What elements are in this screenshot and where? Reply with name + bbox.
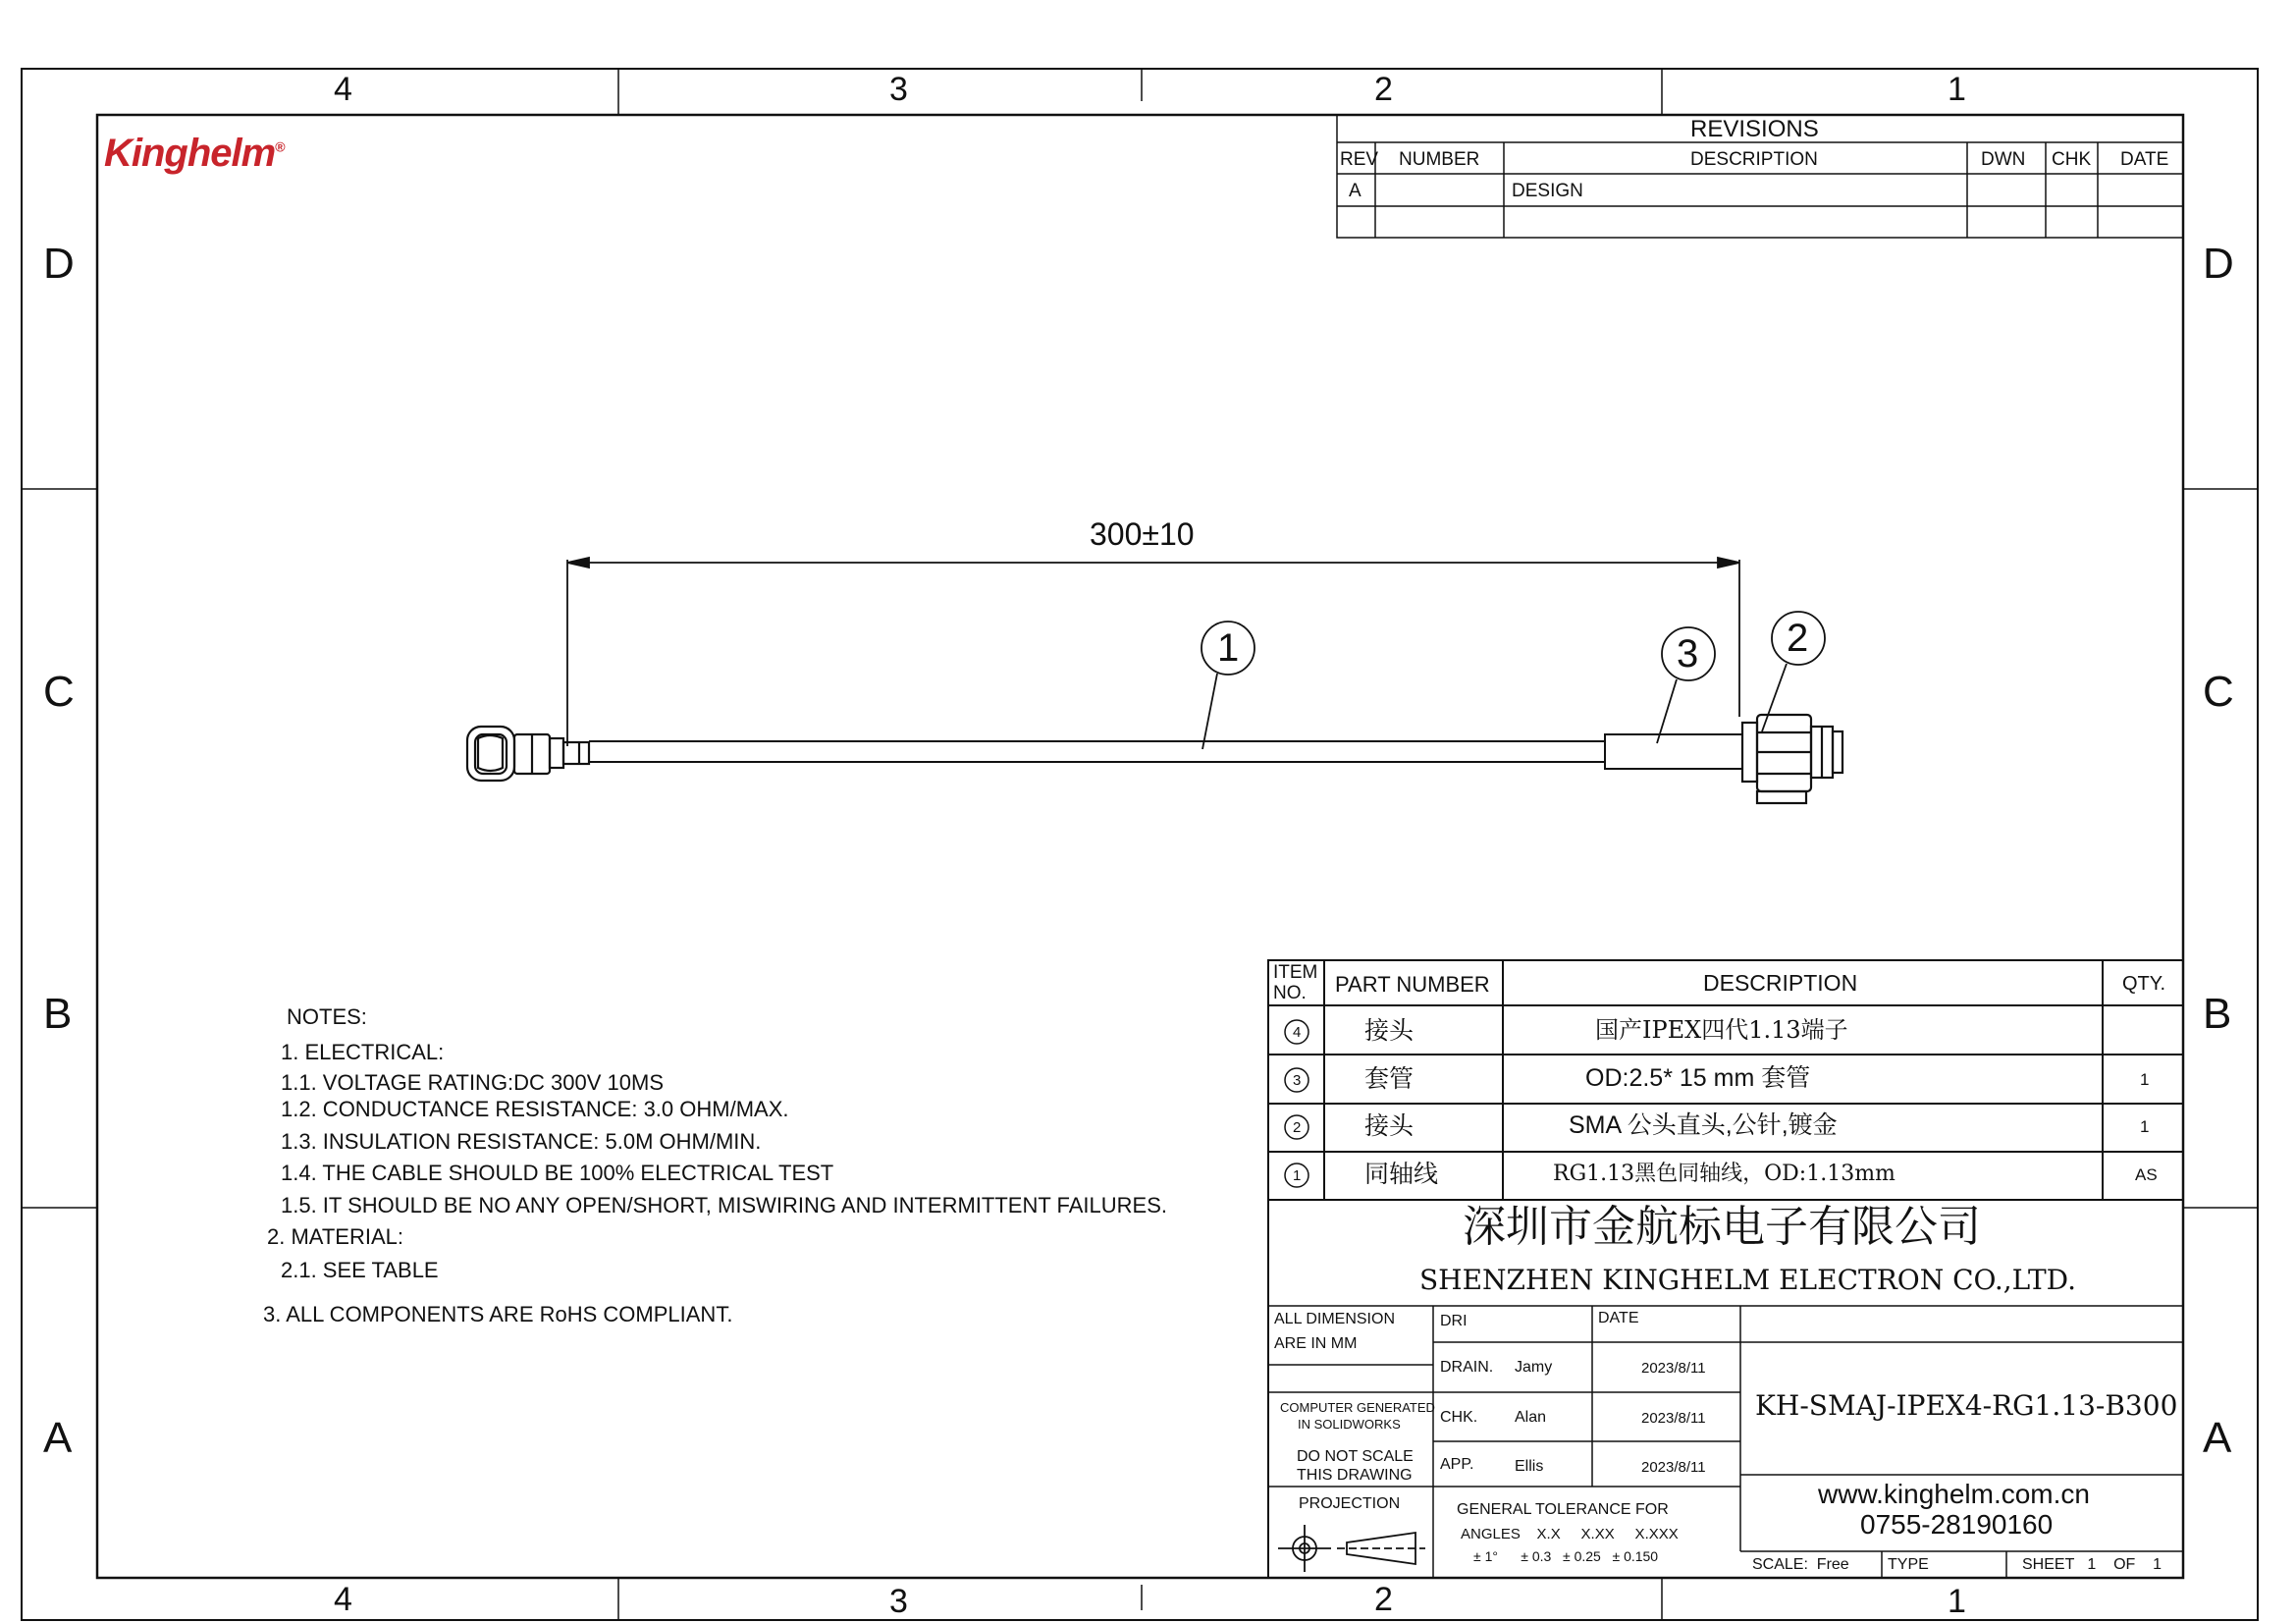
- tolerance-headers: ANGLES X.X X.XX X.XXX: [1461, 1526, 1679, 1542]
- bom-item-no: 3: [1293, 1072, 1302, 1089]
- zone-row-left-B: B: [43, 990, 73, 1038]
- ipex-connector: [467, 727, 589, 781]
- zone-col-top-1: 1: [1948, 71, 1966, 108]
- note-line: 3. ALL COMPONENTS ARE RoHS COMPLIANT.: [263, 1302, 733, 1326]
- all-dimension-label-1: ALL DIMENSION: [1274, 1311, 1395, 1327]
- bom-item-no: 1: [1293, 1167, 1302, 1184]
- note-line: 1.5. IT SHOULD BE NO ANY OPEN/SHORT, MISWIRING AND INTERMITTENT FAILURES.: [281, 1193, 1167, 1217]
- sma-connector: [1742, 715, 1842, 803]
- drain-name: Jamy: [1515, 1359, 1553, 1376]
- dri-label: DRI: [1440, 1313, 1468, 1329]
- dimension-label: 300±10: [1090, 516, 1195, 552]
- phone: 0755-28190160: [1860, 1509, 2054, 1540]
- bom-qty-header: QTY.: [2122, 973, 2166, 995]
- chk-date: 2023/8/11: [1641, 1410, 1706, 1427]
- rev-header: REV: [1340, 149, 1379, 170]
- description-header: DESCRIPTION: [1690, 149, 1818, 170]
- zone-row-left-C: C: [43, 668, 75, 716]
- note-line: 1.1. VOLTAGE RATING:DC 300V 10MS: [281, 1070, 665, 1095]
- sleeve: [1605, 734, 1742, 769]
- kinghelm-logo: [104, 132, 285, 176]
- tolerance-title: GENERAL TOLERANCE FOR: [1457, 1501, 1669, 1518]
- note-line: 1.3. INSULATION RESISTANCE: 5.0M OHM/MIN.: [281, 1129, 762, 1154]
- zone-row-right-D: D: [2203, 240, 2234, 288]
- tolerance-values: ± 1° ± 0.3 ± 0.25 ± 0.150: [1473, 1548, 1659, 1564]
- logo-text: Kinghelm: [104, 132, 276, 175]
- chk-label: CHK.: [1440, 1409, 1478, 1426]
- bom-part-number-header: PART NUMBER: [1335, 972, 1490, 997]
- bom-description: SMA 公头直头,公针,镀金: [1569, 1111, 1838, 1139]
- note-line: 1.4. THE CABLE SHOULD BE 100% ELECTRICAL TEST: [281, 1161, 834, 1185]
- bom-part: 接头: [1364, 1111, 1415, 1140]
- bom-part: 接头: [1364, 1016, 1415, 1045]
- projection-symbol: [1278, 1525, 1425, 1572]
- overall-length-dimension: [567, 558, 1739, 746]
- app-name: Ellis: [1515, 1458, 1544, 1475]
- bom-part: 套管: [1364, 1064, 1415, 1093]
- do-not-scale-1: DO NOT SCALE: [1297, 1448, 1414, 1465]
- bom-item-no: 2: [1293, 1119, 1302, 1136]
- drain-date: 2023/8/11: [1641, 1360, 1706, 1377]
- revision-rev: A: [1349, 181, 1362, 201]
- zone-row-right-A: A: [2203, 1414, 2232, 1462]
- all-dimension-label-2: ARE IN MM: [1274, 1335, 1358, 1352]
- company-name-cn: 深圳市金航标电子有限公司: [1463, 1202, 1981, 1252]
- zone-col-bottom-4: 4: [334, 1581, 352, 1618]
- zone-col-top-4: 4: [334, 71, 352, 108]
- type-label: TYPE: [1888, 1556, 1929, 1573]
- zone-col-bottom-3: 3: [889, 1583, 908, 1620]
- sheet-label: SHEET 1 OF 1: [2022, 1556, 2162, 1573]
- projection-label: PROJECTION: [1299, 1495, 1401, 1512]
- revisions-title: REVISIONS: [1690, 116, 1819, 142]
- zone-col-top-3: 3: [889, 71, 908, 108]
- bom-description: OD:2.5* 15 mm 套管: [1585, 1064, 1811, 1092]
- bom-description-header: DESCRIPTION: [1703, 970, 1858, 996]
- drain-label: DRAIN.: [1440, 1359, 1494, 1376]
- inner-frame: [97, 115, 2183, 1578]
- bom-item-header-2: NO.: [1273, 983, 1307, 1003]
- app-label: APP.: [1440, 1456, 1474, 1473]
- website: www.kinghelm.com.cn: [1818, 1479, 2090, 1509]
- zone-col-bottom-2: 2: [1374, 1581, 1393, 1618]
- bom-qty: AS: [2135, 1165, 2158, 1184]
- coax-cable: [589, 741, 1605, 762]
- app-date: 2023/8/11: [1641, 1459, 1706, 1476]
- outer-frame: [22, 69, 2258, 1620]
- zone-col-top-2: 2: [1374, 71, 1393, 108]
- part-number: KH-SMAJ-IPEX4-RG1.13-B300: [1755, 1389, 2178, 1422]
- company-name-en: SHENZHEN KINGHELM ELECTRON CO.,LTD.: [1419, 1264, 2077, 1296]
- logo-registered-mark: ®: [275, 138, 285, 155]
- note-line: 1.2. CONDUCTANCE RESISTANCE: 3.0 OHM/MAX.: [281, 1097, 789, 1121]
- bom-item-header-1: ITEM: [1273, 962, 1318, 983]
- do-not-scale-2: THIS DRAWING: [1297, 1467, 1413, 1484]
- zone-col-bottom-1: 1: [1948, 1583, 1966, 1620]
- note-line: 1. ELECTRICAL:: [281, 1040, 445, 1064]
- chk-name: Alan: [1515, 1409, 1547, 1426]
- bom-description: 国产IPEX四代1.13端子: [1595, 1016, 1848, 1044]
- computer-generated-1: COMPUTER GENERATED: [1280, 1400, 1435, 1415]
- zone-row-left-A: A: [43, 1414, 73, 1462]
- dwn-header: DWN: [1981, 149, 2026, 170]
- note-line: 2. MATERIAL:: [267, 1224, 403, 1249]
- revision-description: DESIGN: [1512, 181, 1583, 201]
- note-line: 2.1. SEE TABLE: [281, 1258, 439, 1282]
- zone-row-left-D: D: [43, 240, 75, 288]
- date-label: DATE: [1598, 1310, 1639, 1326]
- date-header: DATE: [2120, 149, 2169, 170]
- computer-generated-2: IN SOLIDWORKS: [1298, 1417, 1401, 1432]
- bom-qty: 1: [2140, 1117, 2150, 1136]
- bom-item-no: 4: [1293, 1024, 1302, 1041]
- zone-row-right-B: B: [2203, 990, 2232, 1038]
- notes-title: NOTES:: [287, 1004, 367, 1029]
- scale-label: SCALE: Free: [1752, 1556, 1849, 1573]
- zone-row-right-C: C: [2203, 668, 2234, 716]
- bom-part: 同轴线: [1364, 1160, 1439, 1188]
- chk-header: CHK: [2052, 149, 2092, 170]
- bom-qty: 1: [2140, 1070, 2150, 1089]
- balloon-2-label: 2: [1787, 617, 1809, 660]
- number-header: NUMBER: [1399, 149, 1480, 170]
- bom-description: RG1.13黑色同轴线，OD:1.13mm: [1553, 1162, 1896, 1186]
- balloon-leaders: [1201, 612, 1825, 749]
- balloon-1-label: 1: [1217, 626, 1240, 670]
- balloon-3-label: 3: [1677, 632, 1699, 676]
